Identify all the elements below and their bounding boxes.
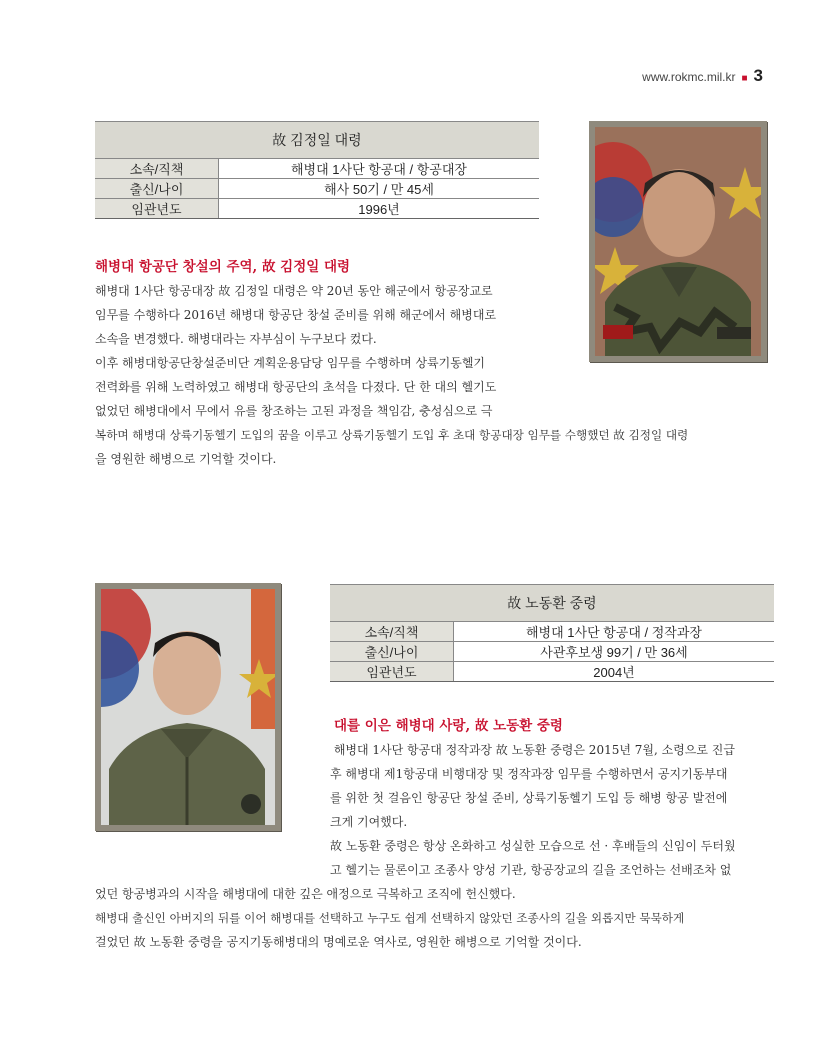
profile-table-1 xyxy=(95,121,539,219)
table-value: 해병대 1사단 항공대 / 항공대장 xyxy=(219,159,540,179)
table-value: 2004년 xyxy=(454,662,775,682)
text-line: 해병대 출신인 아버지의 뒤를 이어 해병대를 선택하고 누구도 쉽게 선택하지 않았던 조종사의 길을 외롭지만 묵묵하게 xyxy=(95,911,685,925)
section-heading-2: 대를 이은 해병대 사랑, 故 노동환 중령 xyxy=(334,718,563,734)
table-row xyxy=(330,622,774,642)
text-line: 없었던 해병대에서 무에서 유를 창조하는 고된 과정을 책임감, 충성심으로 극 xyxy=(95,404,493,418)
table-value: 사관후보생 99기 / 만 36세 xyxy=(454,642,775,662)
table-row xyxy=(330,642,774,662)
page-number: 3 xyxy=(753,66,763,85)
table-key: 임관년도 xyxy=(330,662,454,682)
text-line: 걸었던 故 노동환 중령을 공지기동해병대의 명예로운 역사로, 영원한 해병으로 기억할 것이다. xyxy=(95,935,582,949)
text-line: 복하며 해병대 상륙기동헬기 도입의 꿈을 이루고 상륙기동헬기 도입 후 초대 항공대장 임무를 수행했던 故 김정일 대령 xyxy=(95,428,689,442)
text-line: 전력화를 위해 노력하였고 해병대 항공단의 초석을 다졌다. 단 한 대의 헬기도 xyxy=(95,380,497,394)
text-line: 소속을 변경했다. 해병대라는 자부심이 누구보다 컸다. xyxy=(95,332,377,346)
text-line: 해병대 1사단 항공대 정작과장 故 노동환 중령은 2015년 7월, 소령으로 진급 xyxy=(330,743,735,757)
table-row xyxy=(95,179,539,199)
bullet-dot-icon: ■ xyxy=(741,73,748,84)
table-key: 출신/나이 xyxy=(330,642,454,662)
profile-table-2 xyxy=(330,584,774,682)
text-line: 후 해병대 제1항공대 비행대장 및 정작과장 임무를 수행하면서 공지기동부대 xyxy=(330,767,728,781)
text-line: 이후 해병대항공단창설준비단 계획운용담당 임무를 수행하며 상륙기동헬기 xyxy=(95,356,486,370)
table-row xyxy=(95,199,539,219)
body-text-1 xyxy=(95,279,795,471)
table-row xyxy=(95,159,539,179)
table-row xyxy=(330,662,774,682)
body-text-2-lower xyxy=(95,882,795,954)
table-key: 출신/나이 xyxy=(95,179,219,199)
text-line: 을 영원한 해병으로 기억할 것이다. xyxy=(95,452,277,466)
table-key: 소속/직책 xyxy=(330,622,454,642)
text-line: 를 위한 첫 걸음인 항공단 창설 준비, 상륙기동헬기 도입 등 해병 항공 발전에 xyxy=(330,791,728,805)
table-value: 해사 50기 / 만 45세 xyxy=(219,179,540,199)
text-line: 해병대 1사단 항공대장 故 김정일 대령은 약 20년 동안 해군에서 항공장교로 xyxy=(95,284,493,298)
table-key: 소속/직책 xyxy=(95,159,219,179)
profile-name-2: 故 노동환 중령 xyxy=(330,585,774,622)
text-line: 故 노동환 중령은 항상 온화하고 성실한 모습으로 선 · 후배들의 신임이 두터웠 xyxy=(330,839,736,853)
text-line: 고 헬기는 물론이고 조종사 양성 기관, 항공장교의 길을 조언하는 선배조차 없 xyxy=(330,863,732,877)
table-value: 1996년 xyxy=(219,199,540,219)
body-text-2-upper xyxy=(330,738,780,882)
section-heading-1: 해병대 항공단 창설의 주역, 故 김정일 대령 xyxy=(95,259,351,275)
table-key: 임관년도 xyxy=(95,199,219,219)
page-header xyxy=(642,66,763,86)
portrait-photo-2 xyxy=(95,583,281,831)
profile-name-1: 故 김정일 대령 xyxy=(95,122,539,159)
text-line: 임무를 수행하다 2016년 해병대 항공단 창설 준비를 위해 해군에서 해병대로 xyxy=(95,308,497,322)
text-line: 크게 기여했다. xyxy=(330,815,408,829)
text-line: 었던 항공병과의 시작을 해병대에 대한 깊은 애정으로 극복하고 조직에 헌신했다. xyxy=(95,887,516,901)
website-url: www.rokmc.mil.kr xyxy=(642,70,736,84)
table-value: 해병대 1사단 항공대 / 정작과장 xyxy=(454,622,775,642)
